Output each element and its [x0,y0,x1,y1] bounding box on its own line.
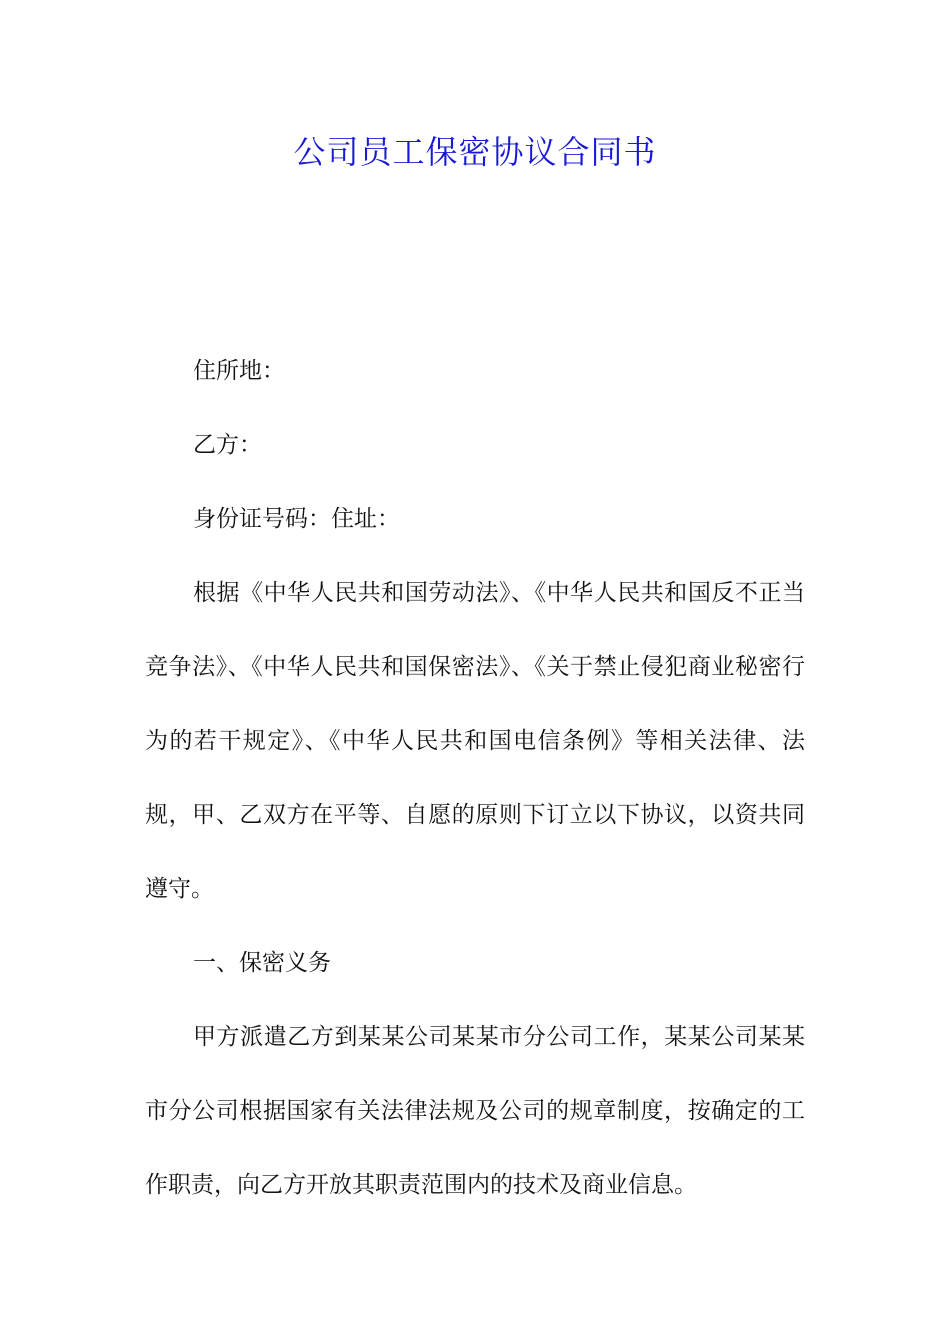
document-body [145,334,805,1222]
paragraph-legal-basis: 根据《中华人民共和国劳动法》、《中华人民共和国反不正当竞争法》、《中华人民共和国保密法》、《关于禁止侵犯商业秘密行为的若干规定》、《中华人民共和国电信条例》等相关法律、法规，甲、乙双方在平等、自愿的原则下订立以下协议，以资共同遵守。 [145,580,805,902]
paragraph-residence: 住所地： [193,358,285,384]
section-heading-confidentiality: 一、保密义务 [193,950,331,976]
document-title: 公司员工保密协议合同书 [293,133,657,171]
paragraph-confidentiality-duty: 甲方派遣乙方到某某公司某某市分公司工作，某某公司某某市分公司根据国家有关法律法规及公司的规章制度，按确定的工作职责，向乙方开放其职责范围内的技术及商业信息。 [145,1024,805,1198]
paragraph-party-b: 乙方： [193,432,262,458]
paragraph-id-address: 身份证号码：住址： [193,506,400,532]
